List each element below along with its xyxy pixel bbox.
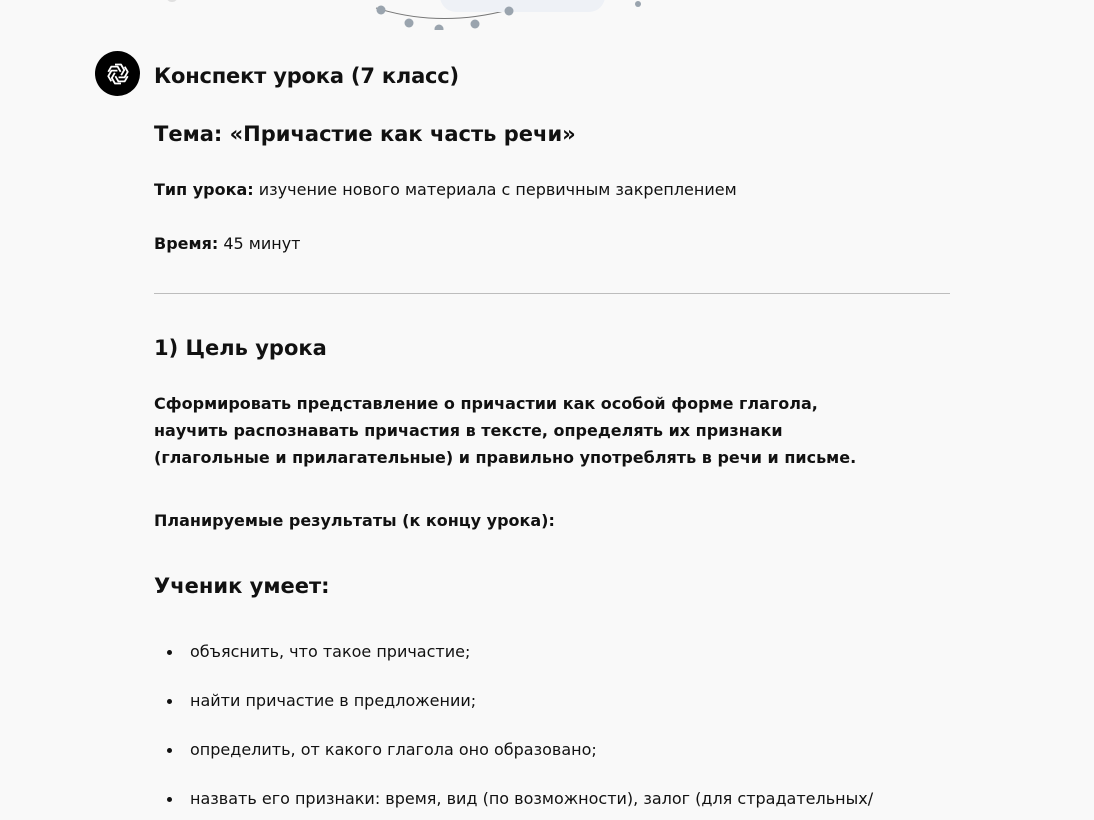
lesson-type-value: изучение нового материала с первичным закреплением (253, 180, 737, 199)
assistant-avatar (95, 51, 140, 96)
lesson-time-value: 45 минут (218, 234, 301, 253)
lesson-type (154, 176, 950, 203)
list-item: найти причастие в предложении; (154, 687, 950, 714)
chatgpt-logo-icon (104, 60, 132, 88)
goal-text: Сформировать представление о причастии как особой форме глагола, научить распознавать причастия в тексте, определять их признаки (глагольные и прилагательные) и правильно употреблять в речи и письме. (154, 394, 857, 467)
lesson-topic: Тема: «Причастие как часть речи» (154, 122, 576, 146)
garland-lights-icon (150, 0, 670, 30)
lesson-time (154, 230, 950, 257)
list-item: определить, от какого глагола оно образовано; (154, 736, 950, 763)
skills-list (154, 638, 950, 812)
planned-results-label: Планируемые результаты (к концу урока): (154, 511, 555, 530)
assistant-message (154, 62, 950, 812)
lesson-type-label: Тип урока: (154, 180, 254, 199)
list-item: объяснить, что такое причастие; (154, 638, 950, 665)
message-title: Конспект урока (7 класс) (154, 64, 459, 88)
section-heading-goal: 1) Цель урока (154, 336, 327, 360)
student-can-heading: Ученик умеет: (154, 574, 330, 598)
lesson-time-label: Время: (154, 234, 219, 253)
list-item: назвать его признаки: время, вид (по возможности), залог (для страдательных/ (154, 785, 950, 812)
